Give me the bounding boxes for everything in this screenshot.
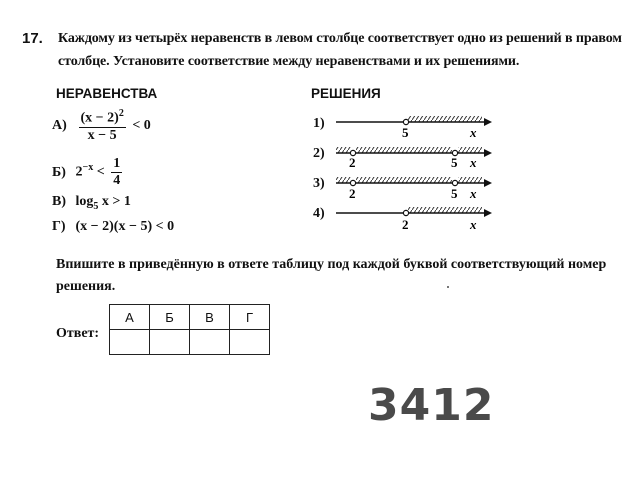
line-3-tick-2: 2 — [349, 186, 356, 201]
inequality-b-exponent: −x — [82, 162, 94, 174]
inequality-b-letter: Б) — [52, 164, 66, 180]
number-line-2 — [336, 147, 492, 170]
question-number: 17. — [22, 30, 43, 47]
line-1-axis-label: x — [470, 125, 477, 140]
answer-cell-v[interactable] — [190, 330, 230, 355]
inequality-b-denominator: 4 — [113, 173, 121, 188]
inequality-g-expr: (x − 2)(x − 5) < 0 — [75, 219, 175, 234]
solution-2-number: 2) — [313, 146, 325, 161]
number-line-3 — [336, 177, 492, 201]
line-2-tick-2: 2 — [349, 155, 356, 170]
solution-1-number: 1) — [313, 116, 325, 131]
inequality-b-numerator: 1 — [113, 156, 121, 171]
inequality-g-letter: Г) — [52, 219, 66, 234]
stray-dot — [447, 286, 449, 288]
inequality-b-relation: < — [96, 164, 105, 180]
answer-column-v: В — [190, 305, 230, 330]
answer-table — [109, 304, 270, 355]
inequalities-header: НЕРАВЕНСТВА — [56, 86, 158, 101]
answer-column-b: Б — [150, 305, 190, 330]
answer-cell-a[interactable] — [110, 330, 150, 355]
number-line-4 — [336, 207, 492, 232]
answer-column-a: А — [110, 305, 150, 330]
inequality-a-numerator: (x − 2) — [80, 110, 119, 126]
answer-table-input-row — [110, 330, 270, 355]
solution-4-number: 4) — [313, 206, 325, 221]
answer-column-g: Г — [230, 305, 270, 330]
solution-3-number: 3) — [313, 176, 325, 191]
inequality-v-func: log — [75, 194, 94, 209]
line-2-axis-label: x — [470, 155, 477, 170]
inequality-a-exponent: 2 — [118, 108, 124, 119]
number-line-1 — [336, 116, 492, 140]
answer-table-header-row — [110, 305, 270, 330]
instruction-text: Впишите в приведённую в ответе таблицу под каждой буквой соответствующий номер решения. — [56, 257, 607, 294]
line-4-tick-2: 2 — [402, 217, 409, 232]
inequality-b-base: 2 — [75, 164, 83, 180]
line-2-tick-5: 5 — [451, 155, 458, 170]
inequality-a-letter: А) — [52, 118, 67, 134]
inequality-v-letter: В) — [52, 194, 66, 209]
answer-result: 3412 — [368, 380, 495, 431]
answer-label: Ответ: — [56, 326, 100, 341]
inequality-v-arg: x > 1 — [101, 194, 131, 209]
question-text: Каждому из четырёх неравенств в левом столбце соответствует одно из решений в правом столбце. Установите соответствие между неравенствами и их решениями. — [58, 31, 622, 69]
line-3-tick-5: 5 — [451, 186, 458, 201]
answer-cell-g[interactable] — [230, 330, 270, 355]
inequality-a-rhs: < 0 — [132, 118, 151, 134]
line-3-axis-label: x — [470, 186, 477, 201]
inequality-a-denominator: x − 5 — [79, 127, 126, 144]
line-4-axis-label: x — [470, 217, 477, 232]
line-1-tick-5: 5 — [402, 125, 409, 140]
solutions-header: РЕШЕНИЯ — [311, 86, 381, 101]
inequality-v-base: 5 — [93, 200, 99, 212]
answer-cell-b[interactable] — [150, 330, 190, 355]
